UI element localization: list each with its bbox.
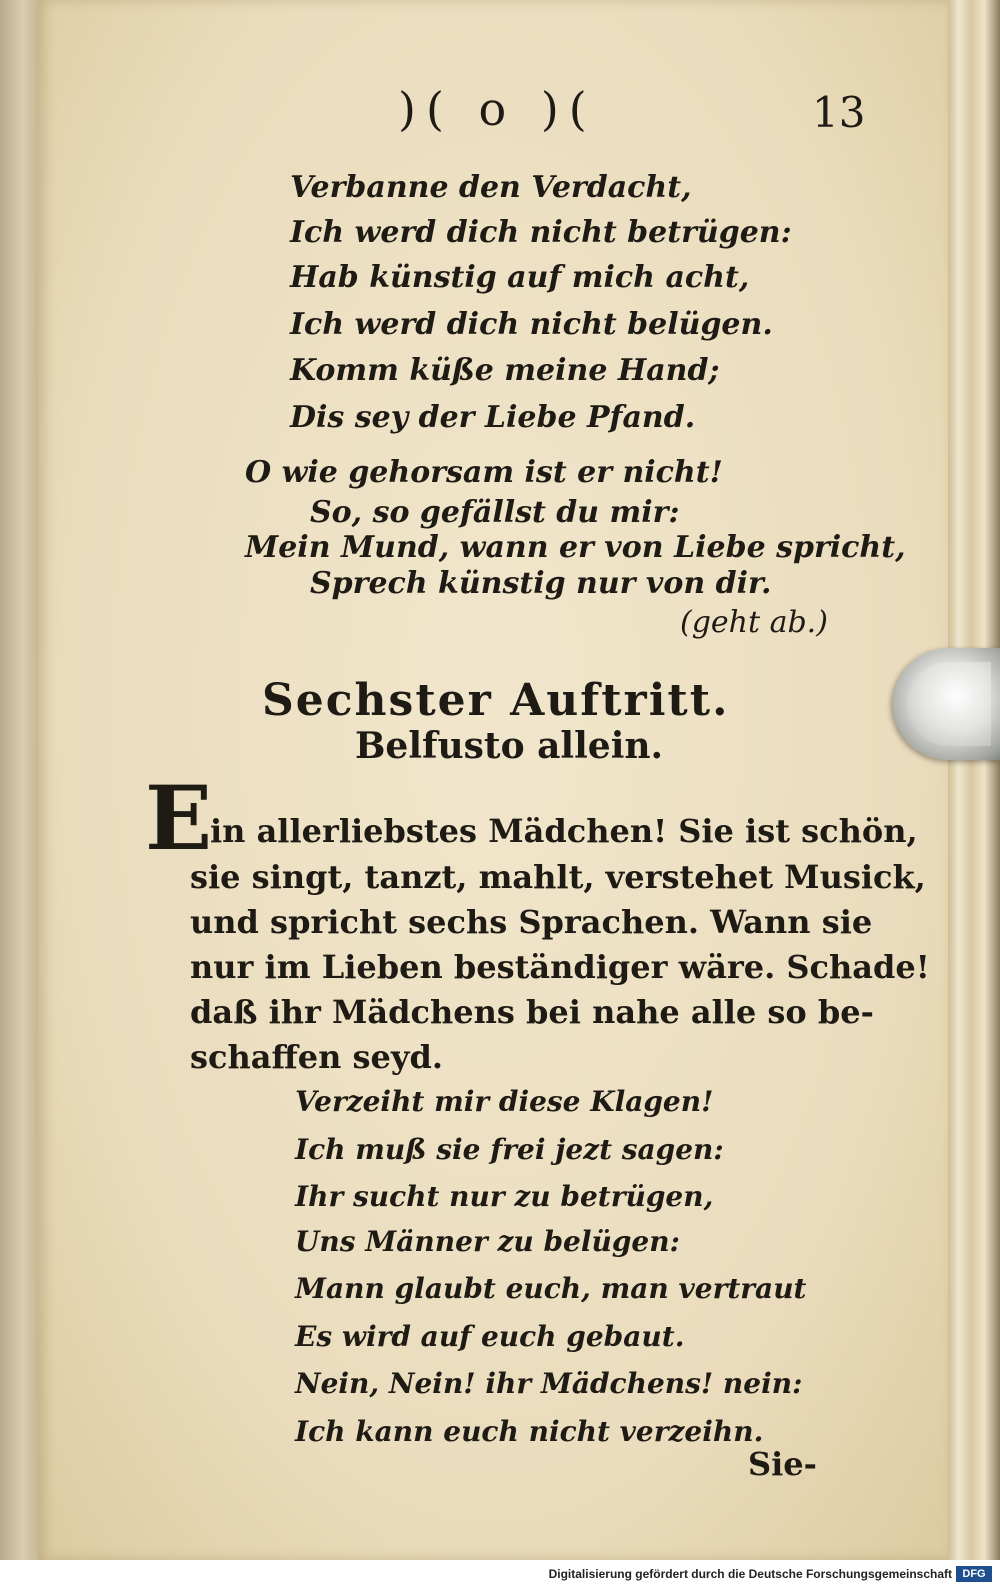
left-page-edge (0, 0, 38, 1591)
verse-line: Ich muß sie frei jezt sagen: (295, 1133, 724, 1166)
catchword: Sie- (748, 1445, 817, 1483)
verse-line: Dis sey der Liebe Pfand. (290, 400, 696, 435)
verse-line: Mein Mund, wann er von Liebe spricht, (245, 530, 906, 565)
verse-line: Hab künstig auf mich acht, (290, 260, 750, 295)
page-fore-edge (948, 0, 1000, 1560)
page-number: 13 (812, 88, 866, 137)
verse-line: Verzeiht mir diese Klagen! (295, 1085, 714, 1118)
verse-line: So, so gefällst du mir: (310, 495, 680, 530)
verse-line: Es wird auf euch gebaut. (295, 1320, 685, 1353)
verse-line: Uns Männer zu belügen: (295, 1225, 680, 1258)
prose-line: schaffen seyd. (190, 1038, 444, 1076)
scene-heading: Sechster Auftritt. (262, 675, 730, 726)
verse-line: Nein, Nein! ihr Mädchens! nein: (295, 1367, 803, 1400)
verse-line: Mann glaubt euch, man vertraut (295, 1272, 807, 1305)
prose-line: nur im Lieben beständiger wäre. Schade! (190, 948, 930, 986)
header-ornament: )( o )( (398, 82, 597, 136)
verse-line: O wie gehorsam ist er nicht! (245, 455, 723, 490)
verse-line: Komm küße meine Hand; (290, 353, 720, 388)
prose-line: in allerliebstes Mädchen! Sie ist schön, (210, 812, 918, 850)
dfg-logo-icon: DFG (956, 1566, 992, 1582)
verse-line: Ich werd dich nicht belügen. (290, 307, 773, 342)
drop-cap: E (145, 766, 213, 870)
verse-line: Ihr sucht nur zu betrügen, (295, 1180, 714, 1213)
prose-line: und spricht sechs Sprachen. Wann sie (190, 903, 873, 941)
prose-line: daß ihr Mädchens bei nahe alle so be- (190, 993, 874, 1031)
page-clip-icon (893, 648, 1000, 760)
scene-subheading: Belfusto allein. (355, 725, 664, 767)
footer-credit: Digitalisierung gefördert durch die Deutsche Forschungsgemeinschaft (548, 1567, 952, 1581)
verse-line: Ich kann euch nicht verzeihn. (295, 1415, 764, 1448)
verse-line: Sprech künstig nur von dir. (310, 566, 772, 601)
prose-line: sie singt, tanzt, mahlt, verstehet Musick, (190, 858, 926, 896)
stage-direction: (geht ab.) (680, 605, 828, 640)
verse-line: Verbanne den Verdacht, (290, 170, 692, 205)
verse-line: Ich werd dich nicht betrügen: (290, 215, 792, 250)
